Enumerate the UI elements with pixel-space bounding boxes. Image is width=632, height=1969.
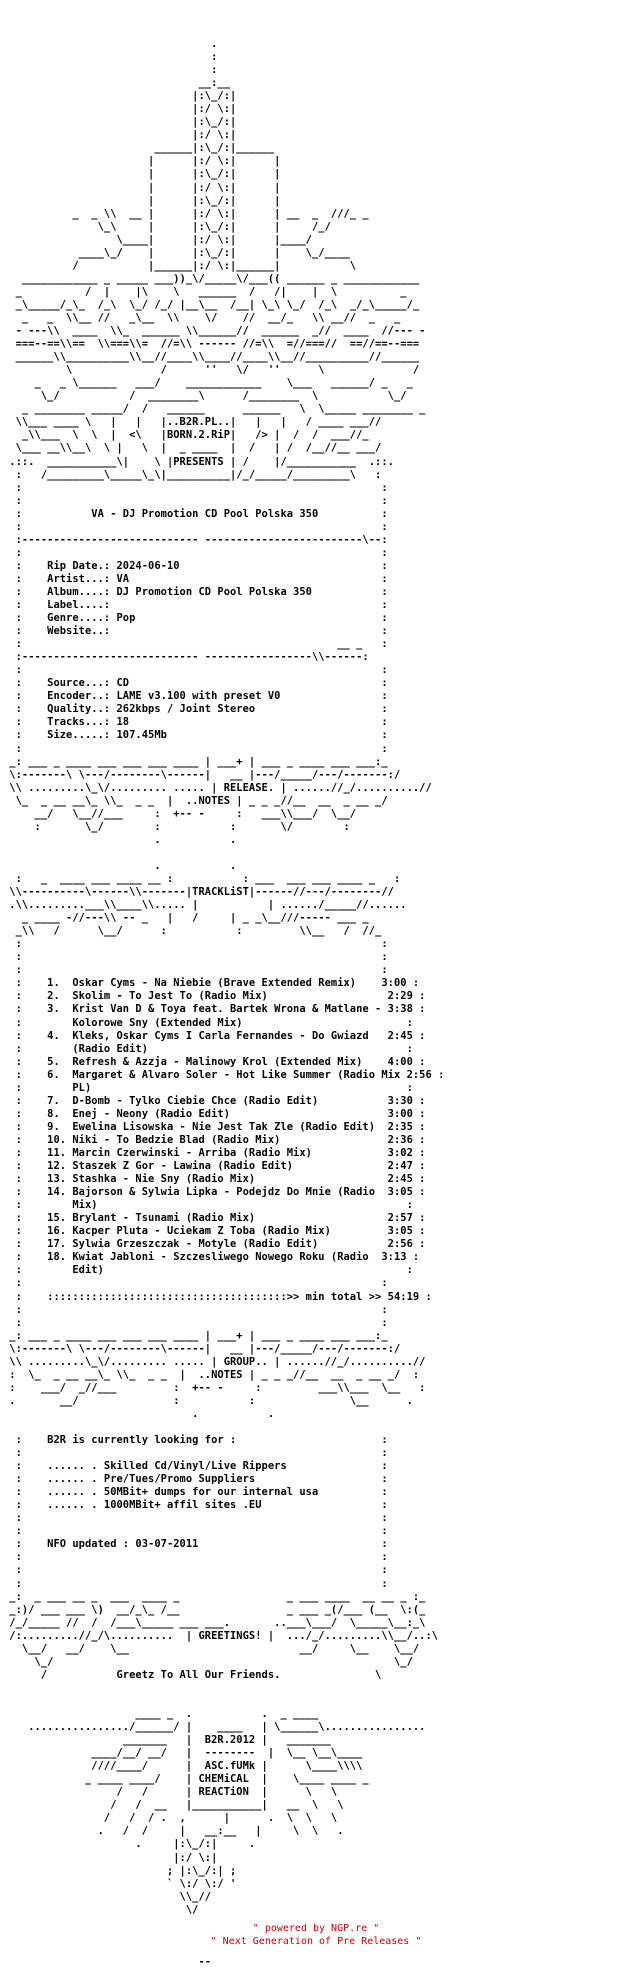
nfo-line: -- bbox=[3, 1955, 212, 1968]
nfo-line: \____| |:/ \:| |____/ bbox=[3, 233, 312, 246]
nfo-line: : Source...: CD : bbox=[3, 677, 388, 690]
nfo-line: :---------------------------- -----------------\\------: bbox=[3, 651, 369, 664]
nfo-line: : Genre....: Pop : bbox=[3, 612, 388, 625]
nfo-line: : 5. Refresh & Azzja - Malinowy Krol (Extended Mix) 4:00 : bbox=[3, 1055, 426, 1068]
nfo-line: |:\_/:| bbox=[3, 90, 237, 103]
nfo-line: : : bbox=[3, 494, 388, 507]
nfo-line: : bbox=[3, 64, 218, 77]
nfo-line: : 18. Kwiat Jabloni - Szczesliwego Nowego Roku (Radio 3:13 : bbox=[3, 1251, 420, 1264]
nfo-line: : 8. Enej - Neony (Radio Edit) 3:00 : bbox=[3, 1107, 426, 1120]
footer bbox=[0, 1922, 632, 1948]
nfo-line: : : bbox=[3, 546, 388, 559]
nfo-line: : : bbox=[3, 1551, 388, 1564]
nfo-line: : ___/ _//___ : +-- - : ___\\___ \__ : bbox=[3, 1381, 426, 1394]
nfo-line: \:-------\ \---/--------\------| __ |---/_____/---/-------:/ bbox=[3, 1342, 401, 1355]
nfo-line: _ _ \\__ // _\__ \\ \/ // __/_ \\ __// _ _ bbox=[3, 311, 401, 324]
nfo-line: : : bbox=[3, 1512, 388, 1525]
nfo-line: : 17. Sylwia Grzeszczak - Motyle (Radio Edit) 2:56 : bbox=[3, 1238, 426, 1251]
nfo-line: : 14. Bajorson & Sylwia Lipka - Podejdz Do Mnie (Radio 3:05 : bbox=[3, 1186, 426, 1199]
nfo-line: : Mix) : bbox=[3, 1199, 413, 1212]
nfo-line: ____\_/ | |:\_/:| | \_/____ bbox=[3, 246, 350, 259]
footer-powered-by: " powered by NGP.re " bbox=[252, 1923, 380, 1934]
nfo-line: : PL) : bbox=[3, 1081, 413, 1094]
nfo-line: _ ____ ____/ | CHEMiCAL | \____ ____ _ bbox=[3, 1773, 369, 1786]
nfo-line: : (Radio Edit) : bbox=[3, 1042, 413, 1055]
nfo-line: : : bbox=[3, 951, 388, 964]
footer-tagline: " Next Generation of Pre Releases " bbox=[210, 1936, 422, 1947]
nfo-line: : : bbox=[3, 938, 388, 951]
nfo-ascii-text bbox=[3, 38, 444, 1969]
nfo-line: _:)/ ___ ___ \) __/_\_ /__ _ ___ _(/___ (__ \:(_ bbox=[3, 1603, 426, 1616]
nfo-line: \/ bbox=[3, 1903, 199, 1916]
nfo-line: . . bbox=[3, 1407, 275, 1420]
nfo-line: _: ___ _ ____ ___ ___ ___ ____ | ___+ | ___ _ ____ ___ ___:_ bbox=[3, 755, 388, 768]
nfo-line: : bbox=[3, 51, 218, 64]
nfo-line: _: _ ___ __ _ ___ ____ _ _ ___ ____ __ __ _ :_ bbox=[3, 1590, 426, 1603]
nfo-line: . |:\_/:| . bbox=[3, 1838, 256, 1851]
nfo-line: : \_/ : : \/ : bbox=[3, 820, 350, 833]
nfo-line: : : bbox=[3, 481, 388, 494]
nfo-line: ____ _ . . _ ____ bbox=[3, 1708, 319, 1720]
nfo-line: _ ________ _____/ / ______ ______ \ \_____ ________ _ bbox=[3, 403, 426, 416]
nfo-line: \\___ ____ \ | | |..B2R.PL..| | | / ____ ___// bbox=[3, 416, 382, 429]
nfo-line: ______|:\_/:|______ bbox=[3, 142, 275, 155]
nfo-line: : Quality..: 262kbps / Joint Stereo : bbox=[3, 703, 388, 716]
nfo-line: : _ ____ ___ ____ __ : : ___ ___ ___ ____ _ : bbox=[3, 873, 401, 885]
nfo-line: |:/ \:| bbox=[3, 129, 237, 142]
nfo-line: .\\.........___\\____\\..... | | ....../_____//...... bbox=[3, 899, 407, 912]
nfo-line: : 10. Niki - To Bedzie Blad (Radio Mix) 2:36 : bbox=[3, 1133, 426, 1146]
nfo-line: / |______|:/ \:|______| \ bbox=[3, 259, 357, 272]
nfo-line: : : bbox=[3, 664, 388, 677]
nfo-line: : NFO updated : 03-07-2011 : bbox=[3, 1538, 388, 1551]
nfo-line: :---------------------------- -------------------------\--: bbox=[3, 533, 388, 546]
nfo-line: : 12. Staszek Z Gor - Lawina (Radio Edit) 2:47 : bbox=[3, 1160, 426, 1173]
nfo-line: | |:\_/:| | bbox=[3, 194, 281, 207]
nfo-line: | |:/ \:| | bbox=[3, 155, 281, 168]
nfo-line: : Tracks...: 18 : bbox=[3, 716, 388, 729]
nfo-line: : \_ _ __ __\_ \\_ _ _ | ..NOTES | _ _ _//__ __ _ __ _/ : bbox=[3, 1368, 420, 1381]
nfo-line: _ / | |\ \ ______ / /| | \ _ bbox=[3, 285, 407, 298]
nfo-line: /:.........//_/\.......... | GREETINGS! | .../_/.........\\__/..:\ bbox=[3, 1629, 439, 1642]
nfo-line: : 6. Margaret & Alvaro Soler - Hot Like Summer (Radio Mix 2:56 : bbox=[3, 1068, 445, 1081]
nfo-line: : 7. D-Bomb - Tylko Ciebie Chce (Radio Edit) 3:30 : bbox=[3, 1094, 426, 1107]
nfo-line: \\ .........\_\/......... ..... | GROUP.. | ......//_/..........// bbox=[3, 1355, 426, 1368]
nfo-line: \__/ __/ \__ __/ \__ \__/ bbox=[3, 1642, 420, 1655]
nfo-line: \_/ / ________\ /________ \ \_/ bbox=[3, 390, 407, 403]
nfo-line: : 13. Stashka - Nie Sny (Radio Mix) 2:45 : bbox=[3, 1173, 426, 1186]
nfo-line: \___ __\\__\ \ | \ | _ ____ | / | / /__//__ ___/ bbox=[3, 442, 382, 455]
nfo-line: : : bbox=[3, 1564, 388, 1577]
nfo-line: : : bbox=[3, 1316, 388, 1329]
nfo-line: \:-------\ \---/--------\------| __ |---/_____/---/-------:/ bbox=[3, 768, 401, 781]
nfo-line: : ::::::::::::::::::::::::::::::::::::::>> min total >> 54:19 : bbox=[3, 1290, 432, 1303]
nfo-line: _ _ \\ __ | |:/ \:| | __ _ ///_ _ bbox=[3, 207, 369, 220]
nfo-line: ................/______/ | ____ | \______\................ bbox=[3, 1721, 426, 1734]
nfo-line: \\----------\------\\-------|TRACKLiST|------//---/--------// bbox=[3, 886, 394, 899]
nfo-line: : Label....: : bbox=[3, 599, 388, 612]
nfo-line: _\\ / \__/ : : \\__ / //_ bbox=[3, 925, 382, 938]
nfo-line: |:/ \:| bbox=[3, 1851, 218, 1864]
nfo-line: : 11. Marcin Czerwinski - Arriba (Radio Mix) 3:02 : bbox=[3, 1146, 426, 1159]
nfo-line: /_/_____ // / /___\_____ ___ ___. ..___\___/ \_____\__:_\ bbox=[3, 1616, 426, 1629]
nfo-line: : B2R is currently looking for : : bbox=[3, 1434, 388, 1447]
nfo-line: : Website..: : bbox=[3, 625, 388, 638]
nfo-line: _\\___ \ \ | <\ |BORN.2.RiP| /> | / / ___//_ bbox=[3, 429, 369, 442]
nfo-line: : Artist...: VA : bbox=[3, 572, 388, 585]
nfo-line: \_\ | |:\_/:| | /_/ bbox=[3, 220, 331, 233]
nfo-line: . / / | __:__ | \ \ . bbox=[3, 1825, 344, 1838]
nfo-line: : Rip Date.: 2024-06-10 : bbox=[3, 559, 388, 572]
nfo-line: : ...... . Skilled Cd/Vinyl/Live Rippers : bbox=[3, 1460, 388, 1473]
nfo-line: : : bbox=[3, 1577, 388, 1590]
nfo-line: : 9. Ewelina Lisowska - Nie Jest Tak Zle (Radio Edit) 2:35 : bbox=[3, 1120, 426, 1133]
nfo-line: : Edit) : bbox=[3, 1264, 413, 1277]
nfo-line: | |:\_/:| | bbox=[3, 168, 281, 181]
nfo-line: : : bbox=[3, 520, 388, 533]
nfo-line: . __/ : : \__ . bbox=[3, 1394, 413, 1407]
nfo-line: : : bbox=[3, 1277, 388, 1290]
nfo-line: |:\_/:| bbox=[3, 116, 237, 129]
nfo-line: : : bbox=[3, 1525, 388, 1538]
nfo-line: ////____/ | ASC.fUMk | \____\\\\ bbox=[3, 1760, 363, 1773]
nfo-line: - ---\\ ____ \\_ ______ \\______// ______ _// ____ //--- - bbox=[3, 325, 426, 338]
nfo-line: : 15. Brylant - Tsunami (Radio Mix) 2:57 : bbox=[3, 1212, 426, 1225]
nfo-line: ____________ _ _____ ___))_\/_____\/___(( ______ _ ____________ bbox=[3, 272, 420, 285]
nfo-line: . . bbox=[3, 833, 237, 846]
nfo-line: : Kolorowe Sny (Extended Mix) : bbox=[3, 1016, 413, 1029]
nfo-line: : ...... . Pre/Tues/Promo Suppliers : bbox=[3, 1473, 388, 1486]
nfo-line: .::. ___________\| \ |PRESENTS | / |/___________ .::. bbox=[3, 455, 394, 468]
nfo-line: \\ .........\_\/......... ..... | RELEASE. | ......//_/..........// bbox=[3, 781, 432, 794]
nfo-line: __/ \__//___ : +-- - : ___\\___/ \__/ bbox=[3, 807, 357, 820]
nfo-line: : : bbox=[3, 964, 388, 977]
nfo-line: : __ _ : bbox=[3, 638, 388, 651]
nfo-line: : Encoder..: LAME v3.100 with preset V0 : bbox=[3, 690, 388, 703]
nfo-line: : /_________\_____\_\|__________|/_/_____/_________\ : bbox=[3, 468, 382, 481]
nfo-line: _ ____ -//---\\ -- _ | / | _ _\__///----- ___ _ bbox=[3, 912, 369, 925]
nfo-line: / / __ |___________| __ \ \ bbox=[3, 1799, 344, 1812]
nfo-line: ` \:/ \:/ ' bbox=[3, 1877, 237, 1890]
nfo-line: ____/__/ __/ | -------- | \__ \__\____ bbox=[3, 1747, 363, 1760]
nfo-line: : Album....: DJ Promotion CD Pool Polska 350 : bbox=[3, 585, 388, 598]
nfo-line: __:__ bbox=[3, 77, 231, 90]
nfo-line: : 2. Skolim - To Jest To (Radio Mix) 2:29 : bbox=[3, 990, 426, 1003]
nfo-line: : : bbox=[3, 1447, 388, 1460]
nfo-line: \_ _ __ __\_ \\_ _ _ | ..NOTES | _ _ _//__ __ _ __ _/ bbox=[3, 794, 388, 807]
nfo-line: \\_// bbox=[3, 1890, 212, 1903]
nfo-line: _\_____/_\_ /_\ \_/ /_/ |__\__ /__| \_\ \_/ /_\ _/_\_____/_ bbox=[3, 298, 420, 311]
nfo-line: : 16. Kacper Pluta - Uciekam Z Toba (Radio Mix) 3:05 : bbox=[3, 1225, 426, 1238]
nfo-line: _: ___ _ ____ ___ ___ ___ ____ | ___+ | ___ _ ____ ___ ___:_ bbox=[3, 1329, 388, 1342]
nfo-line: / Greetz To All Our Friends. \ bbox=[3, 1668, 382, 1681]
nfo-line: : 4. Kleks, Oskar Cyms I Carla Fernandes - Do Gwiazd 2:45 : bbox=[3, 1029, 426, 1042]
nfo-line: / / / . , | . \ \ \ bbox=[3, 1812, 338, 1825]
nfo-line: | |:/ \:| | bbox=[3, 181, 281, 194]
nfo-line: : : bbox=[3, 742, 388, 755]
nfo-line: : ...... . 1000MBit+ affil sites .EU : bbox=[3, 1499, 388, 1512]
nfo-line: \ / '' \/ '' \ / bbox=[3, 364, 420, 377]
nfo-line: / / | REACTiON | \ \ bbox=[3, 1786, 338, 1799]
nfo-line: _ _ \______ ___/ ____________ \___ ______/ _ _ bbox=[3, 377, 413, 390]
nfo-line: . bbox=[3, 38, 218, 50]
nfo-line: : 1. Oskar Cyms - Na Niebie (Brave Extended Remix) 3:00 : bbox=[3, 977, 420, 990]
nfo-line: : Size.....: 107.45Mb : bbox=[3, 729, 388, 742]
nfo-line: : : bbox=[3, 1303, 388, 1316]
nfo-line: ===--==\\== \\===\\= //=\\ ------ //=\\ =//===// ==//==--=== bbox=[3, 338, 420, 351]
nfo-line: : 3. Krist Van D & Toya feat. Bartek Wrona & Matlane - 3:38 : bbox=[3, 1003, 426, 1016]
nfo-line: : VA - DJ Promotion CD Pool Polska 350 : bbox=[3, 507, 388, 520]
nfo-line: . . bbox=[3, 859, 237, 872]
nfo-line: |:/ \:| bbox=[3, 103, 237, 116]
nfo-line: : ...... . 50MBit+ dumps for our internal usa : bbox=[3, 1486, 388, 1499]
nfo-line: ______\\__________\\__//____\\____//____\\__//__________//______ bbox=[3, 351, 420, 364]
nfo-line: _______ | B2R.2012 | _______ bbox=[3, 1734, 331, 1747]
nfo-line: ; |:\_/:| ; bbox=[3, 1864, 237, 1877]
nfo-line: \_/ \_/ bbox=[3, 1655, 413, 1668]
